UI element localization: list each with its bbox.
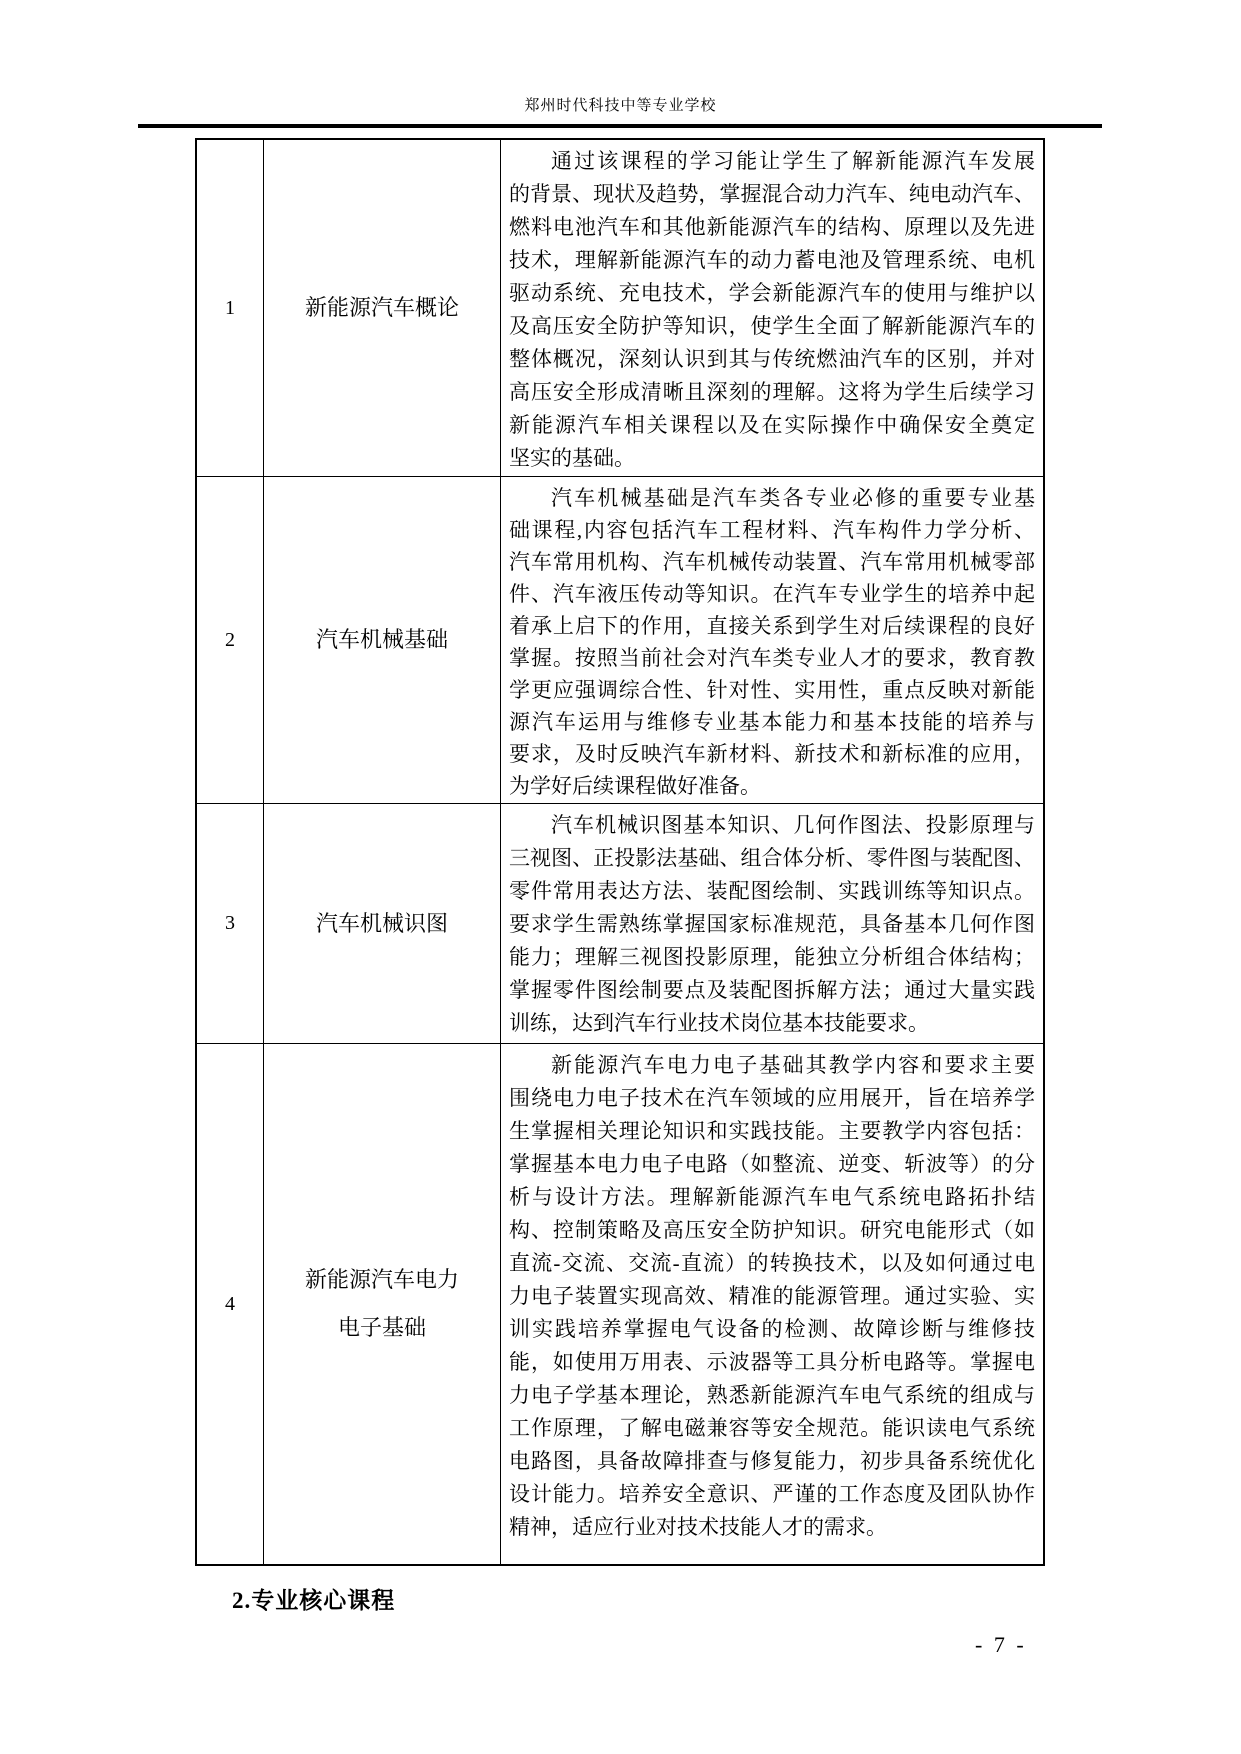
header-rule — [138, 124, 1102, 128]
section-heading: 2.专业核心课程 — [232, 1588, 396, 1613]
description-line: 件、汽车液压传动等知识。在汽车专业学生的培养中起 — [509, 582, 1035, 606]
description-line: 围绕电力电子技术在汽车领域的应用展开，旨在培养学 — [509, 1086, 1035, 1110]
description-line: 力电子装置实现高效、精准的能源管理。通过实验、实 — [509, 1284, 1035, 1308]
description-line: 汽车机械识图基本知识、几何作图法、投影原理与 — [551, 813, 1035, 837]
course-name-cell — [264, 1044, 501, 1564]
description-line: 通过该课程的学习能让学生了解新能源汽车发展 — [551, 149, 1035, 173]
course-number-cell: 3 — [197, 804, 264, 1044]
description-line: 零件常用表达方法、装配图绘制、实践训练等知识点。 — [509, 879, 1035, 903]
description-line: 构、控制策略及高压安全防护知识。研究电能形式（如 — [509, 1218, 1035, 1242]
course-name-line: 新能源汽车电力 — [304, 1267, 459, 1292]
description-line: 技术，理解新能源汽车的动力蓄电池及管理系统、电机 — [509, 248, 1035, 272]
description-line: 能力；理解三视图投影原理，能独立分析组合体结构； — [509, 945, 1035, 969]
description-line: 工作原理，了解电磁兼容等安全规范。能识读电气系统 — [509, 1416, 1035, 1440]
course-overview-table — [195, 138, 1045, 1566]
description-line: 精神，适应行业对技术技能人才的需求。 — [509, 1515, 887, 1539]
course-description-cell — [501, 1044, 1043, 1564]
description-line: 高压安全形成清晰且深刻的理解。这将为学生后续学习 — [509, 380, 1035, 404]
description-line: 要求学生需熟练掌握国家标准规范，具备基本几何作图 — [509, 912, 1035, 936]
description-line: 为学好后续课程做好准备。 — [509, 774, 761, 798]
description-line: 训实践培养掌握电气设备的检测、故障诊断与维修技 — [509, 1317, 1035, 1341]
description-line: 汽车常用机构、汽车机械传动装置、汽车常用机械零部 — [509, 550, 1035, 574]
description-line: 设计能力。培养安全意识、严谨的工作态度及团队协作 — [509, 1482, 1035, 1506]
course-number-cell: 1 — [197, 140, 264, 477]
course-name-cell — [264, 804, 501, 1044]
course-name-line: 汽车机械识图 — [315, 910, 448, 936]
page-number: - 7 - — [975, 1632, 1027, 1657]
course-number-cell: 2 — [197, 477, 264, 804]
description-line: 电路图，具备故障排查与修复能力，初步具备系统优化 — [509, 1449, 1035, 1473]
description-line: 三视图、正投影法基础、组合体分析、零件图与装配图、 — [509, 846, 1035, 870]
course-description-cell — [501, 140, 1043, 477]
description-line: 新能源汽车电力电子基础其教学内容和要求主要 — [551, 1053, 1035, 1077]
course-description-cell — [501, 477, 1043, 804]
description-line: 础课程,内容包括汽车工程材料、汽车构件力学分析、 — [509, 518, 1035, 542]
description-line: 掌握基本电力电子电路（如整流、逆变、斩波等）的分 — [509, 1152, 1035, 1176]
description-line: 源汽车运用与维修专业基本能力和基本技能的培养与 — [509, 710, 1035, 734]
description-line: 新能源汽车相关课程以及在实际操作中确保安全奠定 — [509, 413, 1035, 437]
description-line: 汽车机械基础是汽车类各专业必修的重要专业基 — [551, 486, 1035, 510]
course-description-cell — [501, 804, 1043, 1044]
description-line: 直流-交流、交流-直流）的转换技术，以及如何通过电 — [509, 1251, 1035, 1275]
description-line: 析与设计方法。理解新能源汽车电气系统电路拓扑结 — [509, 1185, 1035, 1209]
description-line: 着承上启下的作用，直接关系到学生对后续课程的良好 — [509, 614, 1035, 638]
course-number-cell: 4 — [197, 1044, 264, 1564]
description-line: 能，如使用万用表、示波器等工具分析电路等。掌握电 — [509, 1350, 1035, 1374]
description-line: 力电子学基本理论，熟悉新能源汽车电气系统的组成与 — [509, 1383, 1035, 1407]
description-line: 掌握零件图绘制要点及装配图拆解方法；通过大量实践 — [509, 978, 1035, 1002]
description-line: 要求，及时反映汽车新材料、新技术和新标准的应用， — [509, 742, 1035, 766]
description-line: 及高压安全防护等知识，使学生全面了解新能源汽车的 — [509, 314, 1035, 338]
course-name-line: 汽车机械基础 — [315, 627, 448, 652]
header-school-name: 郑州时代科技中等专业学校 — [524, 98, 717, 114]
description-line: 坚实的基础。 — [509, 446, 635, 470]
description-line: 的背景、现状及趋势，掌握混合动力汽车、纯电动汽车、 — [509, 182, 1035, 206]
description-line: 燃料电池汽车和其他新能源汽车的结构、原理以及先进 — [509, 215, 1035, 239]
course-name-line: 电子基础 — [337, 1315, 426, 1340]
description-line: 生掌握相关理论知识和实践技能。主要教学内容包括： — [509, 1119, 1035, 1143]
description-line: 整体概况，深刻认识到其与传统燃油汽车的区别，并对 — [509, 347, 1035, 371]
description-line: 学更应强调综合性、针对性、实用性，重点反映对新能 — [509, 678, 1035, 702]
description-line: 训练，达到汽车行业技术岗位基本技能要求。 — [509, 1011, 929, 1035]
description-line: 驱动系统、充电技术，学会新能源汽车的使用与维护以 — [509, 281, 1035, 305]
course-name-cell — [264, 140, 501, 477]
course-name-cell — [264, 477, 501, 804]
description-line: 掌握。按照当前社会对汽车类专业人才的要求，教育教 — [509, 646, 1035, 670]
course-name-line: 新能源汽车概论 — [304, 295, 459, 320]
